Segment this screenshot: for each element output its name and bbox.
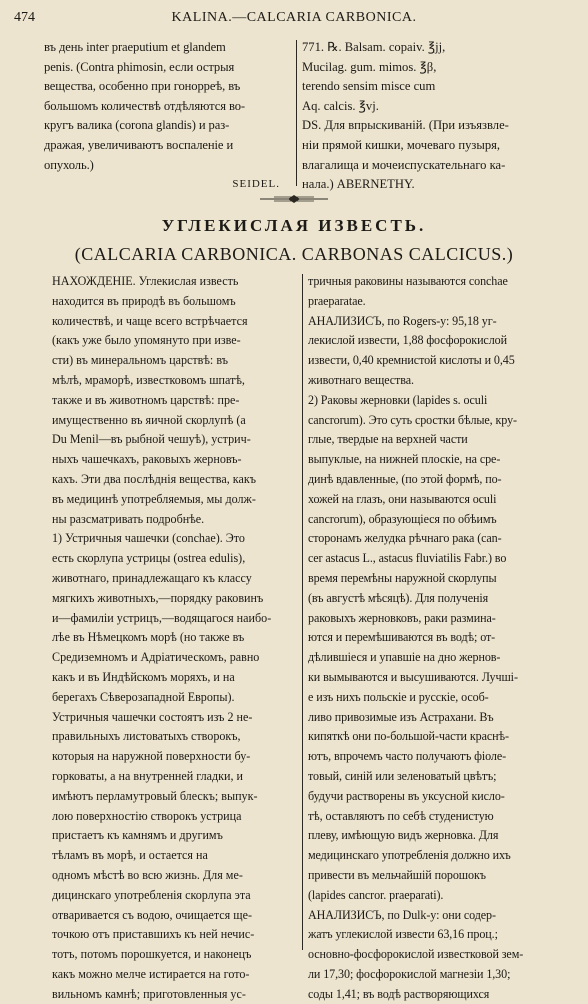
text-line: ки вымываются и высушиваются. Лучші- <box>308 669 518 684</box>
text-line: лекислой извести, 1,88 фосфорокислой <box>308 333 507 348</box>
prescription-771 <box>302 38 570 195</box>
text-line: е изъ нихъ польскіе и русскіе, особ- <box>308 689 489 704</box>
text-line: тотъ, потомъ порошкуется, и наконецъ <box>52 947 252 962</box>
body-right-column <box>308 272 572 1004</box>
text-line: тѣ, оставляютъ по себѣ студенистую <box>308 808 494 823</box>
article-title: УГЛЕКИСЛАЯ ИЗВЕСТЬ. <box>161 216 427 235</box>
text-line: будучи растворены въ уксусной кисло- <box>308 788 505 803</box>
text-line: вещества, особенно при гонорреѣ, въ <box>44 79 241 94</box>
text-line: количествѣ, и чаще всего встрѣчается <box>52 313 248 328</box>
text-line: cer astacus L., astacus fluviatilis Fabr.) во <box>308 551 507 566</box>
text-line: имѣютъ перламутровый блескъ; выпук- <box>52 788 258 803</box>
text-line: соды 1,41; въ водѣ растворяющихся <box>308 986 490 1001</box>
prescription-line: Mucilag. gum. mimos. ℥β, <box>302 59 437 74</box>
text-line: лою поверхностію створокъ устрица <box>52 808 242 823</box>
text-line: кругъ валика (corona glandis) и раз- <box>44 118 230 133</box>
text-line: (какъ уже было упомянуто при изве- <box>52 333 241 348</box>
text-line: въ медицинѣ употребляемыя, мы долж- <box>52 491 256 506</box>
prescription-text-left-column <box>44 38 292 193</box>
text-line: одномъ мѣстѣ во всю жизнь. Для ме- <box>52 867 243 882</box>
text-line: мѣлѣ, мраморѣ, известковомъ шпатѣ, <box>52 372 245 387</box>
text-line: основно-фосфорокислой известковой зем- <box>308 947 524 962</box>
text-line: Устричныя чашечки состоятъ изъ 2 не- <box>52 709 253 724</box>
text-line: ютъ, впрочемъ часто получаютъ фіоле- <box>308 749 507 764</box>
text-line: извести, 0,40 кремнистой кислоты и 0,45 <box>308 353 515 368</box>
prescription-line: 771. ℞. Balsam. copaiv. ℥jj, <box>302 40 446 54</box>
text-line: большомъ количествѣ отдѣляются во- <box>44 98 246 113</box>
section-ornament <box>0 194 588 204</box>
text-line: АНАЛИЗИСЪ, по Rogers-у: 95,18 уг- <box>308 313 497 328</box>
text-line: правильныхъ листоватыхъ створокъ, <box>52 729 241 744</box>
text-line: praeparatae. <box>308 293 366 308</box>
text-line: выпуклые, на нижней плоскіе, на сре- <box>308 452 501 467</box>
text-line: ныхъ чашечкахъ, раковыхъ жерновъ- <box>52 452 242 467</box>
body-left-column <box>52 272 296 1004</box>
text-line: дѣлившіеся и упавшіе на дно жернов- <box>308 650 501 665</box>
text-line: товый, синій или зеленоватый цвѣтъ; <box>308 768 497 783</box>
text-line: какъ и въ Индѣйскомъ моряхъ, и на <box>52 669 235 684</box>
text-line: ливо привозимые изъ Астрахани. Въ <box>308 709 494 724</box>
text-line: penis. (Contra phimosin, если острыя <box>44 59 235 74</box>
text-line: кипяткѣ они по-большой-части краснѣ- <box>308 729 509 744</box>
prescription-line: влагалища и мочеиспускательнаго ка- <box>302 157 506 172</box>
text-line: глые, твердые на верхней части <box>308 432 468 447</box>
text-line: (lapides cancror. praeparati). <box>308 887 444 902</box>
text-line: лѣе въ Нѣмецкомъ морѣ (но также въ <box>52 630 245 645</box>
page-number: 474 <box>14 10 35 25</box>
article-latin-title: (CALCARIA CARBONICA. CARBONAS CALCICUS.) <box>74 244 514 264</box>
text-line: которыя на наружной поверхности бу- <box>52 749 251 764</box>
article-body <box>52 272 572 1001</box>
text-line: ли 17,30; фосфорокислой магнезіи 1,30; <box>308 966 511 981</box>
text-line: 1) Устричныя чашечки (conchae). Это <box>52 531 245 546</box>
text-line: плеву, имѣющую видъ жерновка. Для <box>308 828 499 843</box>
text-line: cancrorum). Это суть сростки бѣлые, кру- <box>308 412 517 427</box>
prescription-line: terendo sensim misce cum <box>302 79 436 94</box>
text-line: дицинскаго употребленія скорлупа эта <box>52 887 251 902</box>
text-line: АНАЛИЗИСЪ, по Dulk-у: они содер- <box>308 907 496 922</box>
text-line: привести въ мельчайшій порошокъ <box>308 867 486 882</box>
text-line: хожей на глазъ, они называются oculi <box>308 491 497 506</box>
prescription-line: DS. Для впрыскиваній. (При изъязвле- <box>302 118 509 133</box>
text-line: сторонамъ желудка рѣчнаго рака (can- <box>308 531 502 546</box>
column-divider <box>296 40 297 186</box>
text-line: животнаго вещества. <box>308 372 414 387</box>
text-line: въ день inter praeputium et glandem <box>44 40 226 54</box>
text-line: берегахъ Сѣверозападной Европы). <box>52 689 235 704</box>
text-line: раковыхъ жерновковъ, раки размина- <box>308 610 496 625</box>
text-line: динѣ вдавленные, (по этой формѣ, по- <box>308 471 502 486</box>
running-title: KALINA.—CALCARIA CARBONICA. <box>171 10 417 25</box>
running-head <box>14 10 574 28</box>
text-line: Du Menil—въ рыбной чешуѣ), устрич- <box>52 432 251 447</box>
text-line: горковаты, а на внутренней гладки, и <box>52 768 244 783</box>
text-line: также и въ животномъ царствѣ: пре- <box>52 392 240 407</box>
text-line: пристаетъ къ камнямъ и другимъ <box>52 828 223 843</box>
text-line: тѣламъ въ морѣ, и остается на <box>52 848 208 863</box>
text-line: есть скорлупа устрицы (ostrea edulis), <box>52 551 246 566</box>
text-line: медицинскаго употребленія должно ихъ <box>308 848 511 863</box>
text-line: Средиземномъ и Адріатическомъ, равно <box>52 650 260 665</box>
text-line: (въ августѣ мѣсяцѣ). Для полученія <box>308 590 489 605</box>
text-line: какъ можно мелче истирается на гото- <box>52 966 250 981</box>
prescription-line: ніи прямой кишки, мочеваго пузыря, <box>302 137 501 152</box>
text-line: животнаго, принадлежащаго къ классу <box>52 570 252 585</box>
author-signature: SEIDEL. <box>232 178 280 191</box>
text-line: мягкихъ животныхъ,—порядку раковинъ <box>52 590 264 605</box>
text-line: и—фамиліи устрицъ,—водящагося наибо- <box>52 610 272 625</box>
text-line: находится въ природѣ въ большомъ <box>52 293 236 308</box>
text-line: сти) въ минеральномъ царствѣ: въ <box>52 353 228 368</box>
text-line: НАХОЖДЕНІЕ. Углекислая известь <box>52 274 239 288</box>
text-line: опухоль.) <box>44 157 94 172</box>
text-line: отваривается съ водою, очищается ще- <box>52 907 252 922</box>
text-line: ются и перемѣшиваются въ водѣ; от- <box>308 630 496 645</box>
text-line: вильномъ камнѣ; приготовленныя ус- <box>52 986 246 1001</box>
text-line: 2) Раковы жерновки (lapides s. oculi <box>308 392 488 407</box>
prescription-line: Aq. calcis. ℥vj. <box>302 98 379 113</box>
text-line: ны разсматривать подробнѣе. <box>52 511 205 526</box>
text-line: точкою отъ приставшихъ къ ней нечис- <box>52 927 255 942</box>
text-line: cancrorum), образующіеся по обѣимъ <box>308 511 497 526</box>
text-line: дражая, увеличиваютъ воспаленіе и <box>44 137 234 152</box>
text-line: время перемѣны наружной скорлупы <box>308 570 497 585</box>
text-line: имущественно въ яичной скорлупѣ (a <box>52 412 246 427</box>
column-divider <box>302 274 303 950</box>
text-line: тричныя раковины называются conchae <box>308 274 508 288</box>
previous-article-continuation <box>44 38 572 192</box>
text-line: кахъ. Эти два послѣднія вещества, какъ <box>52 471 256 486</box>
prescription-line: нала.) ABERNETHY. <box>302 177 415 192</box>
text-line: жатъ углекислой извести 63,16 проц.; <box>308 927 498 942</box>
